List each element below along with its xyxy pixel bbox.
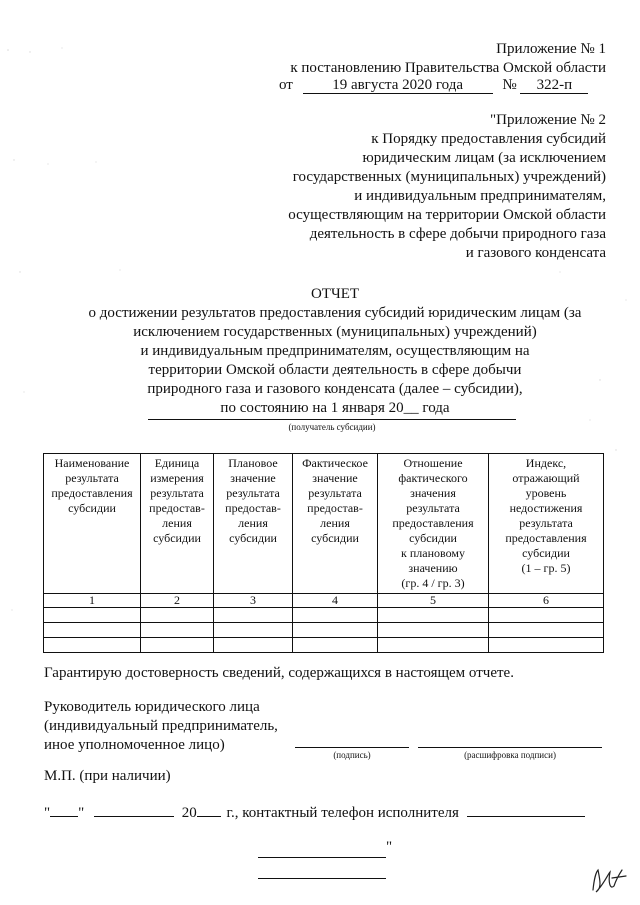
head-title-block bbox=[44, 698, 304, 755]
appendix-1-label bbox=[250, 40, 606, 78]
column-number: 3 bbox=[214, 594, 293, 608]
closing-line bbox=[258, 857, 386, 858]
phone-blank bbox=[467, 816, 585, 817]
table-header-row bbox=[44, 454, 604, 594]
header-ratio: Отношение фактического значения результата предоставления субсидии к плановому значению (гр. 4 / гр. 3) bbox=[378, 454, 489, 594]
quote-close: " bbox=[78, 805, 85, 821]
guarantee-text: Гарантирую достоверность сведений, содержащихся в настоящем отчете. bbox=[44, 665, 514, 681]
year-blank bbox=[197, 816, 221, 817]
column-number: 4 bbox=[293, 594, 378, 608]
signature-line bbox=[295, 747, 409, 748]
header-result-name: Наименование результата предоставления субсидии bbox=[44, 454, 141, 594]
header-index: Индекс, отражающий уровень недостижения результата предоставления субсидии (1 – гр. 5) bbox=[489, 454, 604, 594]
head-title-line: Руководитель юридического лица bbox=[44, 699, 260, 715]
head-title-line: (индивидуальный предприниматель, bbox=[44, 718, 278, 734]
number-label: № bbox=[502, 77, 517, 93]
table-row bbox=[44, 623, 604, 638]
appendix-2-line: деятельность в сфере добычи природного газа bbox=[309, 226, 606, 242]
report-subtitle-line: исключением государственных (муниципальных) учреждений) bbox=[133, 324, 537, 340]
appendix-2-line: и газового конденсата bbox=[465, 245, 606, 261]
report-subtitle-line: природного газа и газового конденсата (далее – субсидии), bbox=[147, 381, 523, 397]
appendix-2-line: государственных (муниципальных) учреждений) bbox=[292, 169, 606, 185]
report-subtitle-line: территории Омской области деятельность в сфере добычи bbox=[148, 362, 522, 378]
appendix-1-date-line bbox=[279, 76, 609, 95]
recipient-caption: (получатель субсидии) bbox=[288, 422, 376, 432]
appendix-2-line: юридическим лицам (за исключением bbox=[362, 150, 606, 166]
decode-caption: (расшифровка подписи) bbox=[464, 750, 556, 760]
closing-line-2 bbox=[258, 878, 386, 879]
header-planned-value: Плановое значение результата предостав- ления субсидии bbox=[214, 454, 293, 594]
header-unit: Единица измерения результата предостав- ления субсидии bbox=[141, 454, 214, 594]
handwritten-initials bbox=[588, 862, 630, 898]
closing-quote: " bbox=[386, 839, 393, 855]
year-prefix: 20 bbox=[181, 805, 197, 821]
header-actual-value: Фактическое значение результата предостав- ления субсидии bbox=[293, 454, 378, 594]
appendix-2-block bbox=[230, 111, 606, 263]
day-blank bbox=[50, 816, 78, 817]
from-label: от bbox=[279, 77, 293, 93]
stamp-label: М.П. (при наличии) bbox=[44, 768, 171, 784]
appendix-1-title: Приложение № 1 bbox=[496, 41, 606, 57]
report-subtitle-line: о достижении результатов предоставления субсидий юридическим лицам (за bbox=[88, 305, 582, 321]
head-title-line: иное уполномоченное лицо) bbox=[44, 737, 225, 753]
month-blank bbox=[94, 816, 174, 817]
report-subtitle-line: по состоянию на 1 января 20__ года bbox=[220, 400, 450, 416]
date-phone-line bbox=[44, 804, 614, 823]
appendix-2-line: к Порядку предоставления субсидий bbox=[371, 131, 606, 147]
appendix-2-line: "Приложение № 2 bbox=[490, 112, 606, 128]
report-title: ОТЧЕТ bbox=[310, 286, 360, 302]
resolution-number: 322-п bbox=[520, 78, 588, 94]
phone-label: г., контактный телефон исполнителя bbox=[226, 805, 459, 821]
table-row bbox=[44, 638, 604, 653]
column-number: 6 bbox=[489, 594, 604, 608]
decode-line bbox=[418, 747, 602, 748]
table-column-numbers-row bbox=[44, 594, 604, 608]
recipient-line bbox=[148, 419, 516, 420]
report-title-block bbox=[40, 285, 630, 418]
signature-caption: (подпись) bbox=[333, 750, 371, 760]
appendix-2-line: и индивидуальным предпринимателям, bbox=[354, 188, 606, 204]
column-number: 5 bbox=[378, 594, 489, 608]
quote-open: " bbox=[44, 805, 51, 821]
appendix-1-resolution: к постановлению Правительства Омской области bbox=[290, 60, 606, 76]
table-row bbox=[44, 608, 604, 623]
report-subtitle-line: и индивидуальным предпринимателям, осуществляющим на bbox=[140, 343, 530, 359]
report-table bbox=[43, 453, 604, 653]
appendix-2-line: осуществляющим на территории Омской области bbox=[288, 207, 606, 223]
resolution-date: 19 августа 2020 года bbox=[303, 78, 493, 94]
column-number: 2 bbox=[141, 594, 214, 608]
column-number: 1 bbox=[44, 594, 141, 608]
